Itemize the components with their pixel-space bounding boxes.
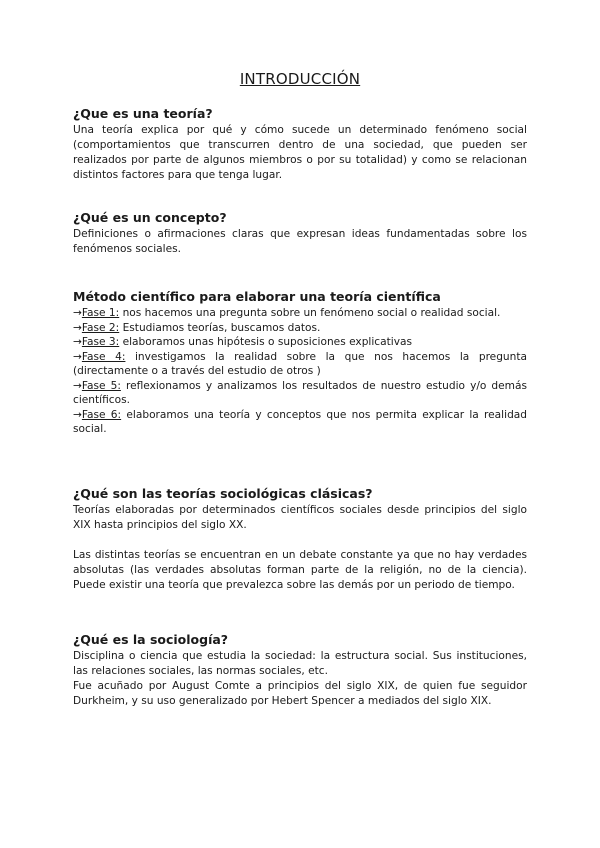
section-classical-theories bbox=[73, 486, 527, 593]
section-heading: ¿Qué es un concepto? bbox=[73, 210, 227, 225]
section-body: Fue acuñado por August Comte a principios del siglo XIX, de quien fue seguidor Durkheim, y su uso generalizado por Hebert Spencer a mediados del siglo XIX. bbox=[73, 680, 527, 707]
phase-item bbox=[73, 321, 527, 336]
section-body: Definiciones o afirmaciones claras que expresan ideas fundamentadas sobre los fenómenos sociales. bbox=[73, 228, 527, 255]
phase-text: reflexionamos y analizamos los resultados de nuestro estudio y/o demás científicos. bbox=[73, 379, 528, 406]
phase-label: Fase 1: bbox=[81, 307, 120, 319]
section-theory bbox=[73, 106, 527, 183]
phase-label: Fase 5: bbox=[81, 379, 121, 392]
phase-text: elaboramos una teoría y conceptos que nos permita explicar la realidad social. bbox=[73, 408, 528, 435]
arrow-icon: → bbox=[73, 336, 82, 348]
section-body: Las distintas teorías se encuentran en un debate constante ya que no hay verdades absolutas (las verdades absolutas forman parte de la religión, no de la ciencia). Puede existir una teoría que prevalezca sobre las demás por un periodo de tiempo. bbox=[73, 549, 527, 591]
arrow-icon: → bbox=[73, 408, 82, 421]
section-body: Disciplina o ciencia que estudia la sociedad: la estructura social. Sus instituciones, las relaciones sociales, las normas sociales, etc. bbox=[73, 650, 527, 677]
phase-item bbox=[73, 306, 527, 321]
section-scientific-method bbox=[73, 289, 527, 437]
arrow-icon: → bbox=[73, 307, 82, 319]
phase-label: Fase 4: bbox=[81, 350, 126, 363]
phase-text: elaboramos unas hipótesis o suposiciones explicativas bbox=[119, 336, 412, 348]
arrow-icon: → bbox=[73, 379, 82, 392]
arrow-icon: → bbox=[73, 321, 82, 334]
phase-label: Fase 2: bbox=[81, 321, 120, 334]
phase-label: Fase 3: bbox=[81, 336, 120, 348]
phase-text: nos hacemos una pregunta sobre un fenómeno social o realidad social. bbox=[119, 307, 501, 319]
phase-text: investigamos la realidad sobre la que nos hacemos la pregunta (directamente o a través del estudio de otros ) bbox=[73, 350, 528, 377]
phase-item bbox=[73, 350, 527, 379]
section-heading: Método científico para elaborar una teoría científica bbox=[73, 289, 441, 304]
section-heading: ¿Que es una teoría? bbox=[73, 106, 213, 121]
phase-item bbox=[73, 408, 527, 437]
section-body: Teorías elaboradas por determinados científicos sociales desde principios del siglo XIX hasta principios del siglo XX. bbox=[73, 504, 527, 531]
arrow-icon: → bbox=[73, 350, 82, 363]
phase-item bbox=[73, 379, 527, 408]
section-body: Una teoría explica por qué y cómo sucede un determinado fenómeno social (comportamientos que transcurren dentro de una sociedad, que pueden ser realizados por parte de algunos miembros o por su totalidad) y como se relacionan distintos factores para que tenga lugar. bbox=[73, 124, 527, 181]
phase-text: Estudiamos teorías, buscamos datos. bbox=[119, 321, 321, 334]
section-sociology bbox=[73, 632, 527, 709]
section-heading: ¿Qué son las teorías sociológicas clásicas? bbox=[73, 486, 373, 501]
phase-item bbox=[73, 335, 527, 350]
phase-label: Fase 6: bbox=[81, 408, 122, 421]
section-heading: ¿Qué es la sociología? bbox=[73, 632, 229, 647]
section-concept bbox=[73, 210, 527, 257]
page-title: INTRODUCCIÓN bbox=[239, 70, 361, 88]
